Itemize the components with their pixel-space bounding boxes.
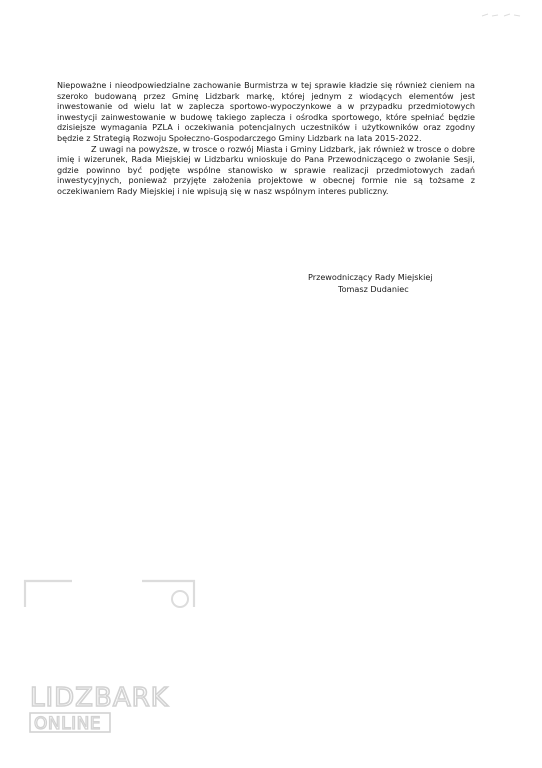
scan-corner-mark xyxy=(480,10,524,20)
signature-title: Przewodniczący Rady Miejskiej xyxy=(308,272,433,282)
letter-body xyxy=(57,80,475,197)
scan-artifact-icon xyxy=(480,10,524,20)
watermark-frame xyxy=(22,578,197,608)
watermark-circle-icon xyxy=(172,591,188,607)
signature-name: Tomasz Dudaniec xyxy=(338,283,409,294)
paragraph-1: Niepoważne i nieodpowiedzialne zachowanie Burmistrza w tej sprawie kładzie się również cieniem na szeroko budowaną przez Gminę Lidzbark markę, której jednym z wiodących elementów jest inwestowanie od wielu lat w zaplecza sportowo-wypoczynkowe a w przypadku przedmiotowych inwestycji zainwestowanie w budowę takiego zaplecza i ośrodka sportowego, które spełniać będzie dzisiejsze wymagania PZLA i oczekiwania potencjalnych uczestników i użytkowników oraz zgodny będzie z Strategią Rozwoju Społeczno-Gospodarczego Gminy Lidzbark na lata 2015-2022. xyxy=(57,80,475,143)
watermark-title: LIDZBARK xyxy=(30,683,169,713)
paragraph-2: Z uwagi na powyższe, w trosce o rozwój Miasta i Gminy Lidzbark, jak również w trosce o dobre imię i wizerunek, Rada Miejskiej w Lidzbarku wnioskuje do Pana Przewodniczącego o zwołanie Sesji, gdzie powinno być podjęte wspólne stanowisko w sprawie realizacji przedmiotowych zadań inwestycyjnych, ponieważ przyjęte założenia projektowe w obecnej formie nie są tożsame z oczekiwaniem Rady Miejskiej i nie wpisują się w nasz wspólnym interes publiczny. xyxy=(57,143,475,196)
watermark-logo xyxy=(28,680,188,740)
watermark-subtitle: ONLINE xyxy=(34,714,102,734)
signature-block xyxy=(308,272,433,295)
